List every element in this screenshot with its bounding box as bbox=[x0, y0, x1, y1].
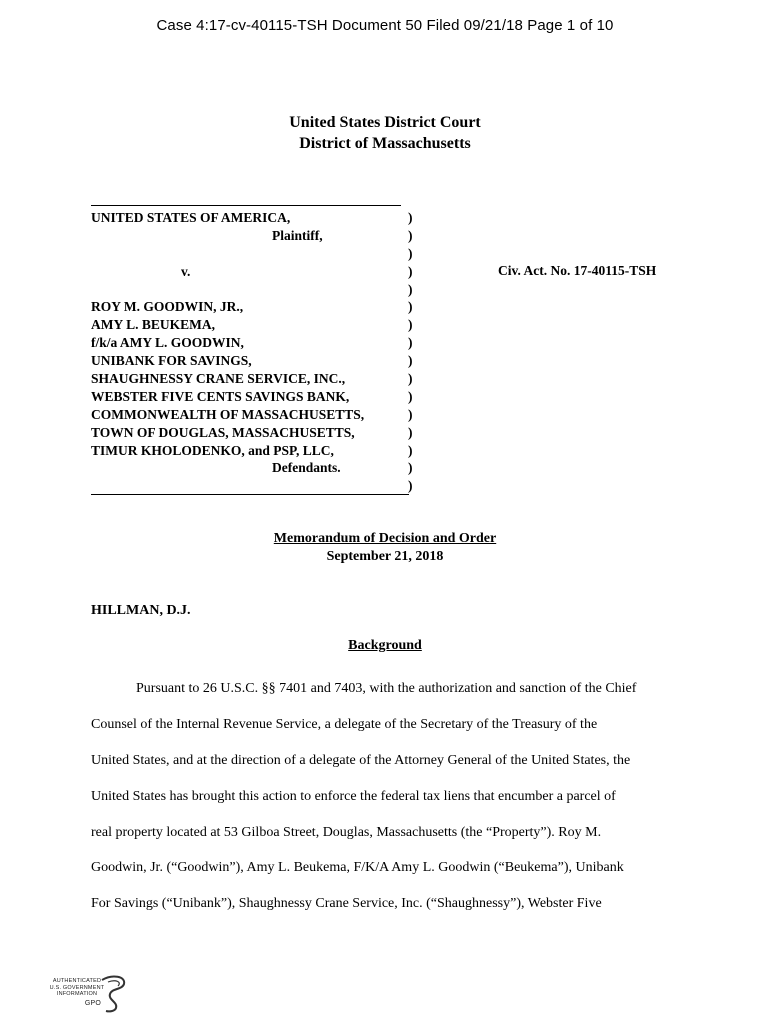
caption-paren: ) bbox=[408, 442, 413, 458]
caption-paren: ) bbox=[408, 281, 413, 297]
gpo-seal-text: GPO bbox=[84, 1000, 102, 1007]
body-line: United States has brought this action to enforce the federal tax liens that encumber a parcel of bbox=[91, 788, 616, 804]
caption-paren: ) bbox=[408, 388, 413, 404]
caption-paren: ) bbox=[408, 335, 413, 351]
caption-paren: ) bbox=[408, 245, 413, 261]
section-heading: Background bbox=[348, 638, 422, 653]
body-line: Counsel of the Internal Revenue Service, a delegate of the Secretary of the Treasury of the bbox=[91, 716, 598, 732]
caption-paren: ) bbox=[408, 317, 413, 333]
court-name: United States District Court bbox=[289, 114, 481, 131]
body-line: For Savings (“Unibank”), Shaughnessy Crane Service, Inc. (“Shaughnessy”), Webster Five bbox=[91, 896, 602, 912]
caption-paren: ) bbox=[408, 406, 413, 422]
defendant-name: AMY L. BEUKEMA, bbox=[91, 317, 215, 333]
caption-spacer bbox=[91, 245, 406, 263]
plaintiff-name: UNITED STATES OF AMERICA, bbox=[91, 210, 291, 225]
defendant-name: ROY M. GOODWIN, JR., bbox=[91, 299, 244, 315]
caption-paren: ) bbox=[408, 460, 413, 476]
defendant-name: TOWN OF DOUGLAS, MASSACHUSETTS, bbox=[91, 424, 355, 440]
gpo-seal bbox=[44, 972, 134, 1016]
caption-paren: ) bbox=[408, 227, 413, 243]
civil-action-number: Civ. Act. No. 17-40115-TSH bbox=[498, 263, 657, 278]
caption-paren: ) bbox=[408, 371, 413, 387]
case-caption bbox=[91, 209, 406, 477]
court-title bbox=[0, 112, 770, 154]
caption-parens bbox=[408, 209, 413, 495]
body-line: United States, and at the direction of a delegate of the Attorney General of the United States, the bbox=[91, 752, 631, 768]
body-line: Goodwin, Jr. (“Goodwin”), Amy L. Beukema, F/K/A Amy L. Goodwin (“Beukema”), Unibank bbox=[91, 860, 624, 876]
body-line: Pursuant to 26 U.S.C. §§ 7401 and 7403, with the authorization and sanction of the Chief bbox=[136, 681, 637, 696]
caption-paren: ) bbox=[408, 263, 413, 279]
caption-paren: ) bbox=[408, 424, 413, 440]
plaintiff-role: Plaintiff, bbox=[272, 227, 323, 243]
body-paragraph bbox=[91, 671, 679, 922]
caption-spacer bbox=[91, 281, 406, 299]
memo-heading bbox=[0, 530, 770, 566]
defendant-name: SHAUGHNESSY CRANE SERVICE, INC., bbox=[91, 371, 346, 387]
caption-top-rule bbox=[91, 205, 401, 206]
defendant-name: f/k/a AMY L. GOODWIN, bbox=[91, 335, 244, 351]
defendant-name: COMMONWEALTH OF MASSACHUSETTS, bbox=[91, 406, 365, 422]
defendants-role: Defendants. bbox=[272, 460, 341, 476]
versus: v. bbox=[181, 263, 191, 279]
caption-paren: ) bbox=[408, 299, 413, 315]
gpo-eagle-icon bbox=[98, 974, 130, 1014]
defendant-name: WEBSTER FIVE CENTS SAVINGS BANK, bbox=[91, 388, 350, 404]
case-header: Case 4:17-cv-40115-TSH Document 50 Filed 09/21/18 Page 1 of 10 bbox=[156, 17, 614, 34]
caption-paren: ) bbox=[408, 478, 413, 494]
gpo-seal-text: U.S. GOVERNMENT bbox=[49, 984, 105, 991]
court-district: District of Massachusetts bbox=[299, 135, 471, 152]
gpo-seal-text: INFORMATION bbox=[56, 991, 98, 997]
gpo-seal-text: AUTHENTICATED bbox=[52, 978, 102, 984]
caption-paren: ) bbox=[408, 210, 413, 225]
defendant-name: TIMUR KHOLODENKO, and PSP, LLC, bbox=[91, 442, 334, 458]
defendant-name: UNIBANK FOR SAVINGS, bbox=[91, 353, 252, 369]
caption-paren: ) bbox=[408, 353, 413, 369]
memo-title: Memorandum of Decision and Order bbox=[273, 531, 497, 546]
body-line: real property located at 53 Gilboa Street, Douglas, Massachusetts (the “Property”). Roy M. bbox=[91, 824, 602, 840]
memo-date: September 21, 2018 bbox=[326, 549, 444, 564]
caption-bottom-rule bbox=[91, 494, 409, 495]
judge-name: HILLMAN, D.J. bbox=[91, 603, 191, 618]
